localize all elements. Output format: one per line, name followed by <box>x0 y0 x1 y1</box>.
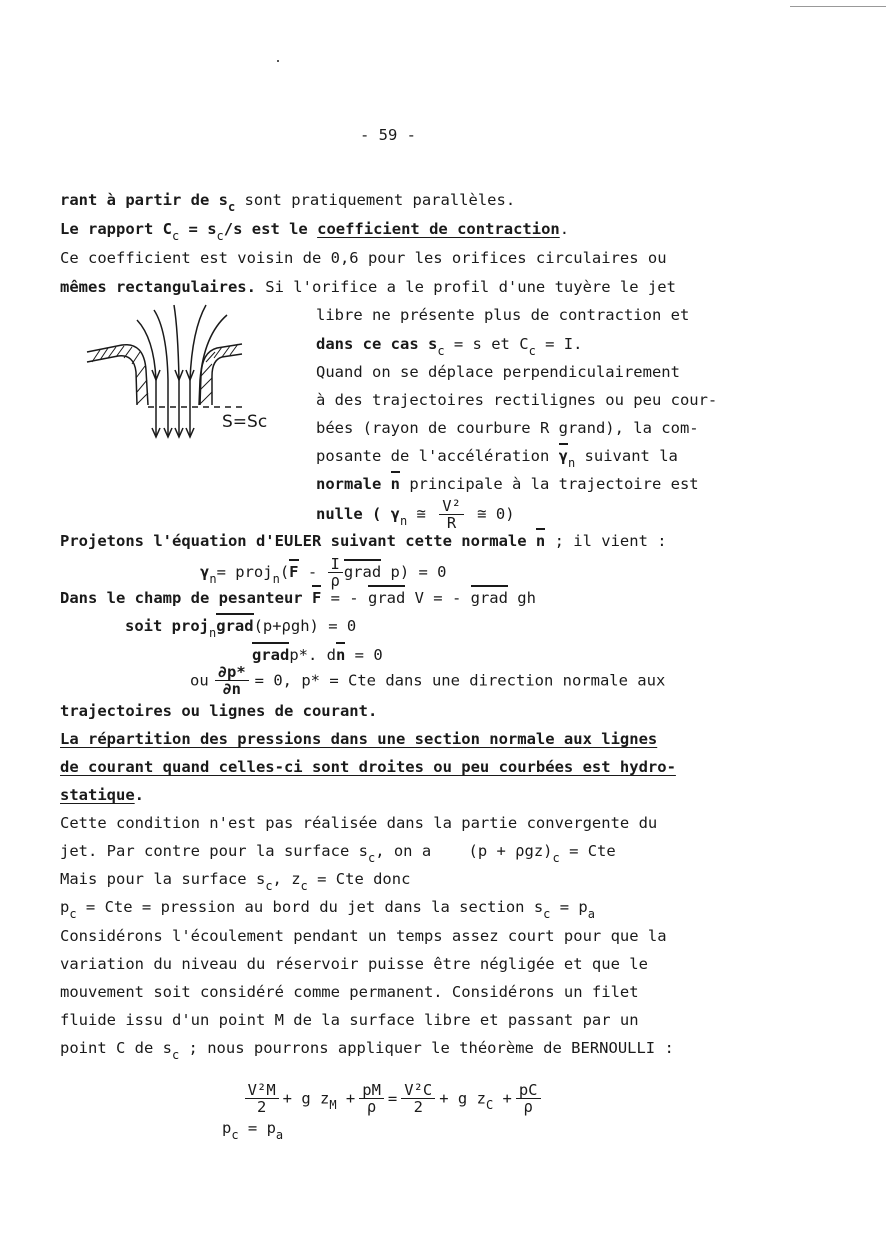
text-line: Projetons l'équation d'EULER suivant cette normale n ; il vient : <box>60 532 667 550</box>
text-line: trajectoires ou lignes de courant. <box>60 702 378 720</box>
equation-line: gradp*. dn = 0 <box>252 646 383 664</box>
figure-label: S=Sc <box>222 412 268 432</box>
text-line: Quand on se déplace perpendiculairement <box>316 363 680 381</box>
text-line: dans ce cas $s_c = s$ et $C_c = I$. <box>316 335 583 358</box>
key-term-coefficient-de-contraction: coefficient de contraction <box>317 220 560 238</box>
text-line: variation du niveau du réservoir puisse être négligée et que le <box>60 955 648 973</box>
nozzle-figure <box>82 300 304 450</box>
text-line: $p_c$ = Cte = pression au bord du jet dans la section $s_c = p_a$ <box>60 898 595 921</box>
text-line: Mais pour la surface $s_c$, $z_c$ = Cte donc <box>60 870 411 893</box>
scan-edge-line <box>790 6 886 7</box>
key-statement-line: de courant quand celles-ci sont droites ou peu courbées est hydro- <box>60 758 676 776</box>
text-line: point C de $s_c$ ; nous pourrons appliquer le théorème de BERNOULLI : <box>60 1039 674 1062</box>
text-line: normale n principale à la trajectoire est <box>316 475 699 493</box>
equation-line: ou $\frac{\partial p*}{\partial n}$ = 0, p* = Cte dans une direction normale aux <box>190 663 666 698</box>
text-line: jet. Par contre pour la surface $s_c$, on a $(p + \rho gz)_c$ = Cte <box>60 842 616 865</box>
orifice-flow-diagram <box>82 300 304 450</box>
equation-line: soit proj$_n$grad(p+ρgh) = 0 <box>125 617 357 640</box>
text-line: rant à partir de $s_c$ sont pratiquement parallèles. <box>60 191 516 214</box>
text-line: fluide issu d'un point M de la surface libre et passant par un <box>60 1011 639 1029</box>
scan-speck <box>277 60 279 62</box>
bernoulli-equation: $\frac{\text{V²M}}{2}$ + g $z_M$ + $\frac{pM}{\rho}$ = $\frac{\text{V²C}}{2}$ + g $z_C$ + $\frac{pC}{\rho}$ <box>222 1062 545 1115</box>
key-statement-line: statique. <box>60 786 144 804</box>
text-line: Le rapport $C_c = s_c/s$ est le coefficient de contraction. <box>60 220 570 243</box>
key-statement-line: La répartition des pressions dans une section normale aux lignes <box>60 730 658 748</box>
text-line: Ce coefficient est voisin de 0,6 pour les orifices circulaires ou <box>60 249 667 267</box>
equation-line: nulle ( $\gamma_n$ ≅ $\frac{\text{V²}}{R}$ ≅ 0) <box>316 497 515 532</box>
text-line: Dans le champ de pesanteur F = - grad V = - grad gh <box>60 589 536 607</box>
text-line: Considérons l'écoulement pendant un temps assez court pour que la <box>60 927 667 945</box>
text-line: à des trajectoires rectilignes ou peu cour- <box>316 391 718 409</box>
text-line: mouvement soit considéré comme permanent. Considérons un filet <box>60 983 639 1001</box>
page-number: - 59 - <box>360 126 416 144</box>
text-line: Cette condition n'est pas réalisée dans la partie convergente du <box>60 814 658 832</box>
final-equation: $p_c = p_a$ <box>222 1119 284 1142</box>
text-line: posante de l'accélération $\gamma_n$ suivant la <box>316 447 678 470</box>
text-line: mêmes rectangulaires. Si l'orifice a le profil d'une tuyère le jet <box>60 278 676 296</box>
text-line: bées (rayon de courbure R grand), la com- <box>316 419 699 437</box>
equation-line: $\gamma_n=$ proj$_n$(F - $\frac{I}{\rho}$ grad p) = 0 <box>200 555 447 590</box>
text-line: libre ne présente plus de contraction et <box>316 306 690 324</box>
